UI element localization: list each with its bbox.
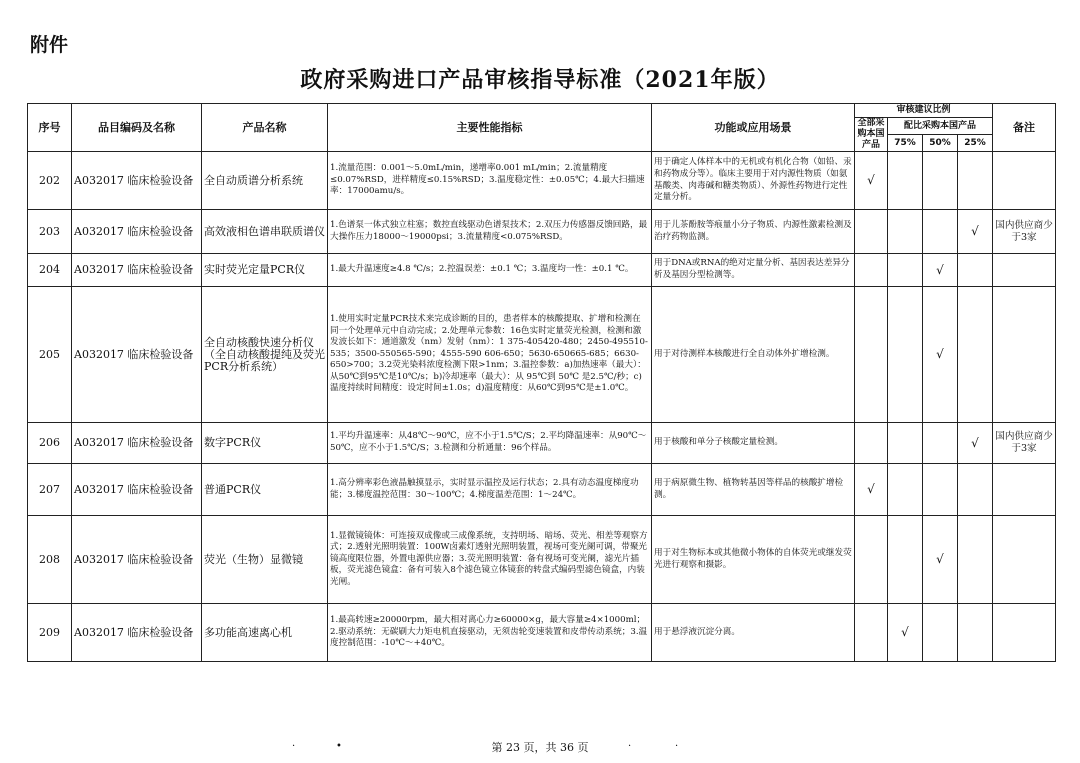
row-all-check bbox=[855, 152, 888, 210]
row-25-check bbox=[958, 464, 993, 516]
check-mark: √ bbox=[971, 224, 979, 238]
row-product-name: 数字PCR仪 bbox=[202, 423, 328, 464]
row-75-check bbox=[888, 287, 923, 423]
footer-dot: · bbox=[628, 741, 632, 752]
attachment-label: 附件 bbox=[30, 34, 69, 56]
row-specs: 1.使用实时定量PCR技术来完成诊断的目的，患者样本的核酸提取、扩增和检测在同一个处理单元中自动完成；2.处理单元参数：16色实时定量荧光检测，检测和激发波长如下：通道激发（nm）发射（nm）：1 375-405420-480；2450-495510-535；3500-550565-590；4555-590 606-650；5630-650665-685；6630-650>700；3.2荧光染料浓度检测下限>1nm；3.温控参数：a)加热速率（最大）：从50℃到95℃是10℃/s；b)冷却速率（最大）：从 95℃到 50℃ 是2.5℃/秒；c)温度持续时间精度：设定时间±1.0s；d)温度精度：从60℃到95℃是±1.0℃。 bbox=[328, 287, 652, 423]
col-specs: 主要性能指标 bbox=[328, 104, 652, 152]
row-specs: 1.色谱泵一体式独立柱塞；数控直线驱动色谱泵技术；2.双压力传感器反馈回路，最大操作压力18000～19000psi；3.流量精度<0.075%RSD。 bbox=[328, 210, 652, 254]
col-50: 50% bbox=[923, 135, 958, 152]
row-remark bbox=[993, 464, 1056, 516]
row-25-check bbox=[958, 287, 993, 423]
row-number: 205 bbox=[28, 287, 72, 423]
table-row bbox=[28, 254, 1056, 287]
row-50-check bbox=[923, 210, 958, 254]
row-remark: 国内供应商少于3家 bbox=[993, 210, 1056, 254]
row-number: 208 bbox=[28, 516, 72, 604]
row-specs: 1.最高转速≥20000rpm，最大相对离心力≥60000×g，最大容量≥4×1000ml；2.驱动系统：无碳刷大力矩电机直接驱动，无须齿轮变速装置和皮带传动系统；3.温度控制范围：-10℃～+40℃。 bbox=[328, 604, 652, 662]
row-specs: 1.显微镜镜体：可连接双成像或三成像系统，支持明场、暗场、荧光、相差等观察方式；2.透射光照明装置：100W卤素灯透射光照明装置，视场可变光阑可调，带聚光镜高度限位器，外置电源供应器；3.荧光照明装置：备有视场可变光阑，滤光片插板，荧光滤色镜盒：备有可装入8个滤色镜立体镜套的转盘式编码型滤色镜盒，内装光闸。 bbox=[328, 516, 652, 604]
row-25-check bbox=[958, 152, 993, 210]
check-mark: √ bbox=[936, 552, 944, 566]
document-title: 政府采购进口产品审核指导标准（2021年版） bbox=[300, 67, 780, 93]
row-number: 203 bbox=[28, 210, 72, 254]
check-mark: √ bbox=[867, 173, 875, 187]
row-remark: 国内供应商少于3家 bbox=[993, 423, 1056, 464]
col-review-group: 审核建议比例 bbox=[855, 104, 993, 118]
row-50-check bbox=[923, 254, 958, 287]
row-product-name: 普通PCR仪 bbox=[202, 464, 328, 516]
row-function: 用于DNA或RNA的绝对定量分析、基因表达差异分析及基因分型检测等。 bbox=[652, 254, 855, 287]
row-category: A032017 临床检验设备 bbox=[72, 210, 202, 254]
row-remark bbox=[993, 604, 1056, 662]
row-number: 207 bbox=[28, 464, 72, 516]
page-number: 第 23 页，共 36 页 bbox=[491, 741, 589, 754]
row-function: 用于对生物标本或其他微小物体的自体荧光或继发荧光进行观察和摄影。 bbox=[652, 516, 855, 604]
check-mark: √ bbox=[936, 347, 944, 361]
row-50-check bbox=[923, 516, 958, 604]
row-number: 202 bbox=[28, 152, 72, 210]
table-row bbox=[28, 152, 1056, 210]
col-25: 25% bbox=[958, 135, 993, 152]
row-number: 206 bbox=[28, 423, 72, 464]
row-25-check bbox=[958, 423, 993, 464]
row-remark bbox=[993, 287, 1056, 423]
row-75-check bbox=[888, 516, 923, 604]
row-all-check bbox=[855, 254, 888, 287]
row-function: 用于对待测样本核酸进行全自动体外扩增检测。 bbox=[652, 287, 855, 423]
row-specs: 1.平均升温速率：从48℃～90℃，应不小于1.5℃/S；2.平均降温速率：从90℃～50℃，应不小于1.5℃/S；3.检测和分析通量：96个样品。 bbox=[328, 423, 652, 464]
row-category: A032017 临床检验设备 bbox=[72, 516, 202, 604]
row-50-check bbox=[923, 604, 958, 662]
table-row bbox=[28, 464, 1056, 516]
row-function: 用于病原微生物、植物转基因等样品的核酸扩增检测。 bbox=[652, 464, 855, 516]
row-category: A032017 临床检验设备 bbox=[72, 152, 202, 210]
row-function: 用于核酸和单分子核酸定量检测。 bbox=[652, 423, 855, 464]
row-function: 用于悬浮液沉淀分离。 bbox=[652, 604, 855, 662]
row-75-check bbox=[888, 210, 923, 254]
row-75-check bbox=[888, 423, 923, 464]
check-mark: √ bbox=[901, 625, 909, 639]
table-row bbox=[28, 287, 1056, 423]
row-25-check bbox=[958, 210, 993, 254]
row-all-check bbox=[855, 210, 888, 254]
row-product-name: 全自动核酸快速分析仪（全自动核酸提纯及荧光PCR分析系统） bbox=[202, 287, 328, 423]
row-specs: 1.流量范围：0.001～5.0mL/min，递增率0.001 mL/min；2.流量精度≤0.07%RSD，进样精度≤0.15%RSD；3.温度稳定性：±0.05℃；4.最大扫描速率：17000amu/s。 bbox=[328, 152, 652, 210]
row-75-check bbox=[888, 152, 923, 210]
row-remark bbox=[993, 254, 1056, 287]
row-function: 用于儿茶酚胺等痕量小分子物质、内源性激素检测及治疗药物监测。 bbox=[652, 210, 855, 254]
row-all-check bbox=[855, 464, 888, 516]
row-category: A032017 临床检验设备 bbox=[72, 423, 202, 464]
footer-dot: · bbox=[675, 741, 679, 752]
row-specs: 1.最大升温速度≥4.8 ℃/s；2.控温误差：±0.1 ℃；3.温度均一性：±0.1 ℃。 bbox=[328, 254, 652, 287]
row-75-check bbox=[888, 254, 923, 287]
row-product-name: 多功能高速离心机 bbox=[202, 604, 328, 662]
footer-dot: · bbox=[292, 741, 296, 752]
row-number: 209 bbox=[28, 604, 72, 662]
row-function: 用于确定人体样本中的无机或有机化合物（如铅、汞和药物成分等）。临床主要用于对内源性物质（如氨基酸类、肉毒碱和糖类物质）、外源性药物进行定性定量分析。 bbox=[652, 152, 855, 210]
row-25-check bbox=[958, 254, 993, 287]
col-ratio-group: 配比采购本国产品 bbox=[888, 118, 993, 135]
col-all-purchase: 全部采购本国产品 bbox=[855, 118, 888, 152]
row-category: A032017 临床检验设备 bbox=[72, 287, 202, 423]
row-25-check bbox=[958, 604, 993, 662]
row-product-name: 高效液相色谱串联质谱仪 bbox=[202, 210, 328, 254]
row-all-check bbox=[855, 423, 888, 464]
row-75-check bbox=[888, 604, 923, 662]
row-remark bbox=[993, 152, 1056, 210]
row-remark bbox=[993, 516, 1056, 604]
row-specs: 1.高分辨率彩色液晶触摸显示，实时显示温控及运行状态；2.具有动态温度梯度功能；3.梯度温控范围：30～100℃；4.梯度温差范围：1～24℃。 bbox=[328, 464, 652, 516]
col-remark: 备注 bbox=[993, 104, 1056, 152]
footer-dot: • bbox=[336, 741, 342, 752]
row-50-check bbox=[923, 464, 958, 516]
row-75-check bbox=[888, 464, 923, 516]
col-no: 序号 bbox=[28, 104, 72, 152]
table-row bbox=[28, 423, 1056, 464]
row-product-name: 实时荧光定量PCR仪 bbox=[202, 254, 328, 287]
col-function: 功能或应用场景 bbox=[652, 104, 855, 152]
check-mark: √ bbox=[867, 482, 875, 496]
row-category: A032017 临床检验设备 bbox=[72, 254, 202, 287]
row-50-check bbox=[923, 423, 958, 464]
row-all-check bbox=[855, 516, 888, 604]
check-mark: √ bbox=[971, 435, 979, 450]
col-product: 产品名称 bbox=[202, 104, 328, 152]
row-product-name: 全自动质谱分析系统 bbox=[202, 152, 328, 210]
table-row bbox=[28, 516, 1056, 604]
row-all-check bbox=[855, 604, 888, 662]
row-category: A032017 临床检验设备 bbox=[72, 604, 202, 662]
row-25-check bbox=[958, 516, 993, 604]
row-product-name: 荧光（生物）显微镜 bbox=[202, 516, 328, 604]
col-75: 75% bbox=[888, 135, 923, 152]
col-category: 品目编码及名称 bbox=[72, 104, 202, 152]
table-row bbox=[28, 210, 1056, 254]
row-50-check bbox=[923, 152, 958, 210]
standards-table bbox=[27, 103, 1056, 662]
table-row bbox=[28, 604, 1056, 662]
row-50-check bbox=[923, 287, 958, 423]
check-mark: √ bbox=[936, 262, 944, 277]
row-number: 204 bbox=[28, 254, 72, 287]
row-category: A032017 临床检验设备 bbox=[72, 464, 202, 516]
row-all-check bbox=[855, 287, 888, 423]
